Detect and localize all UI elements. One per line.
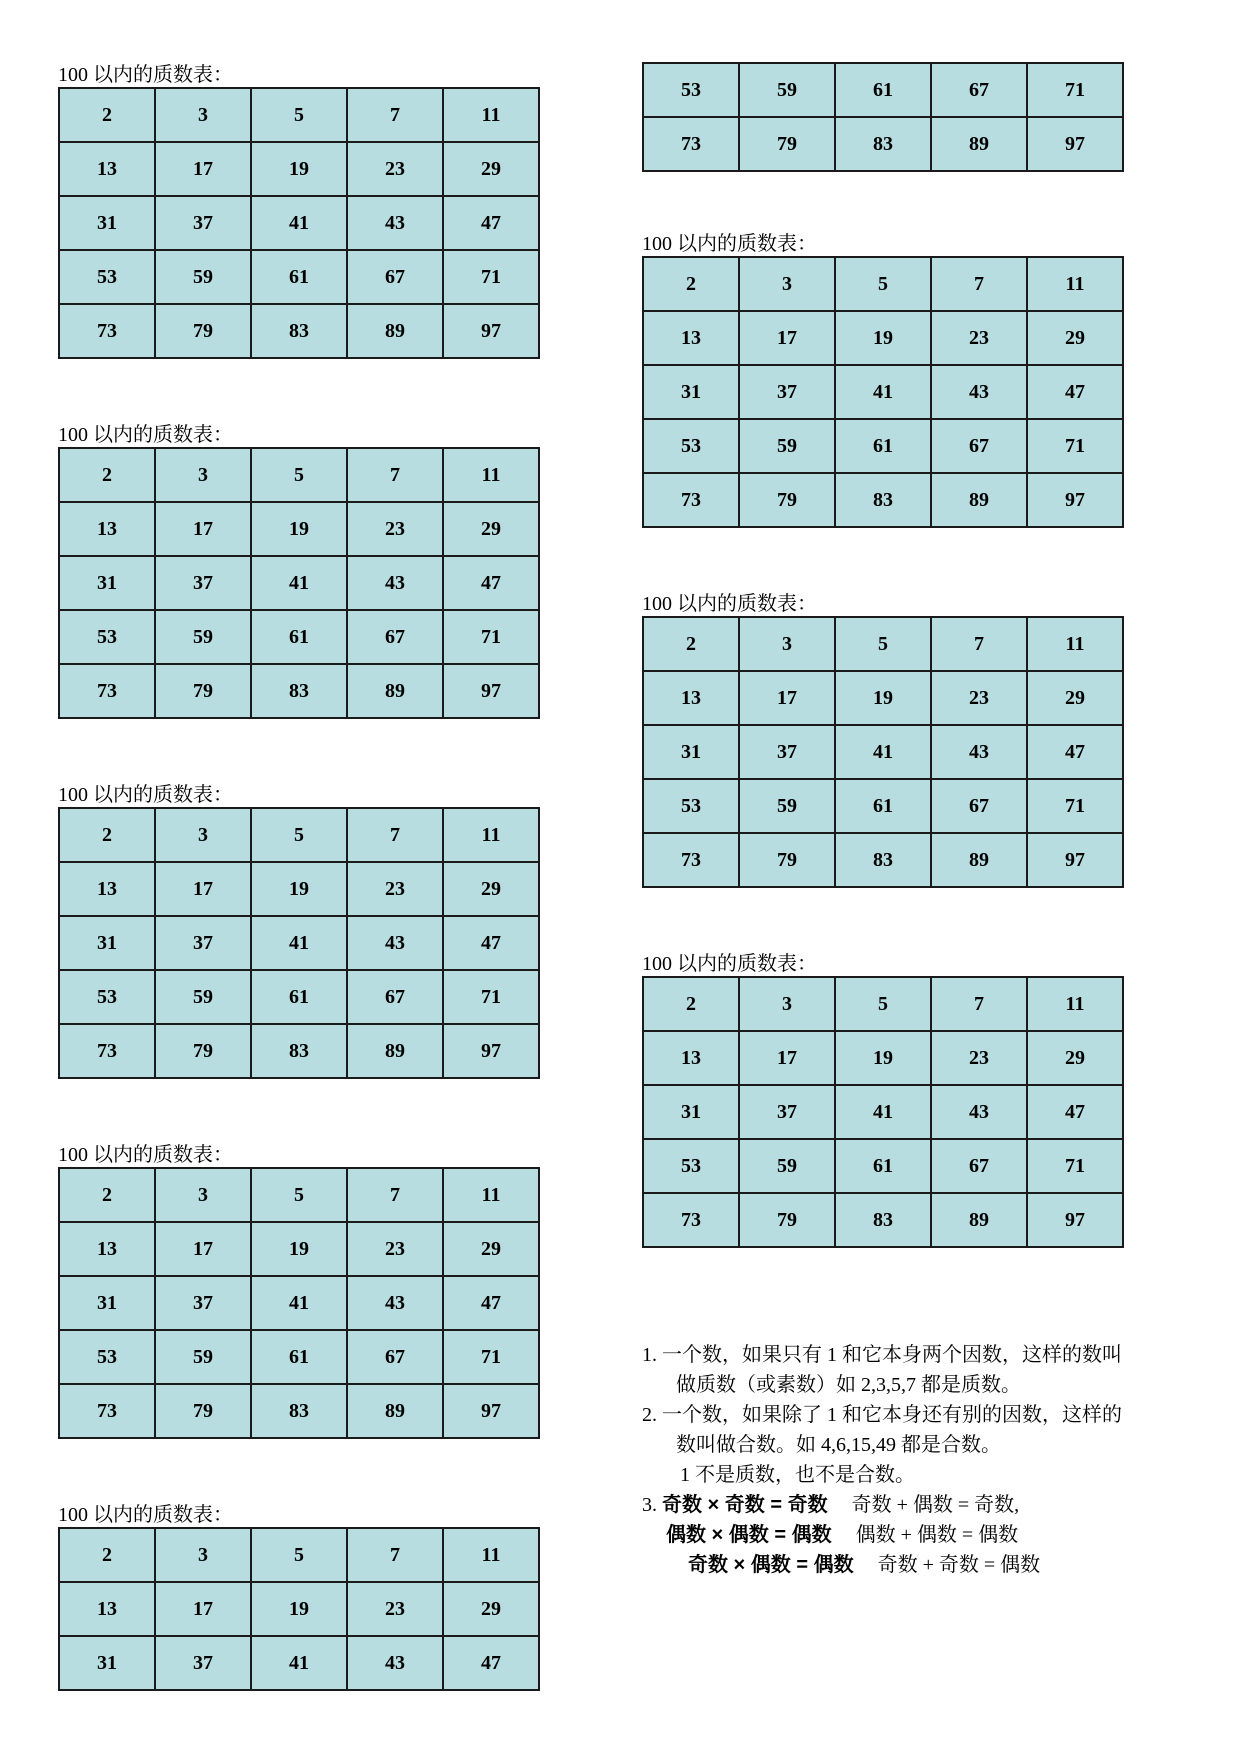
- prime-cell: 41: [251, 556, 347, 610]
- prime-cell: 29: [443, 502, 539, 556]
- prime-cell: 19: [835, 671, 931, 725]
- table-row: [643, 1031, 1123, 1085]
- prime-cell: 13: [643, 311, 739, 365]
- prime-cell: 79: [155, 304, 251, 358]
- prime-cell: 97: [443, 1024, 539, 1078]
- note-2-line-3: 1 不是质数，也不是合数。: [680, 1464, 915, 1486]
- table-row: [59, 502, 539, 556]
- prime-cell: 29: [443, 1582, 539, 1636]
- prime-cell: 89: [931, 117, 1027, 171]
- prime-cell: 29: [443, 1222, 539, 1276]
- table-row: [643, 1193, 1123, 1247]
- prime-cell: 53: [643, 779, 739, 833]
- prime-cell: 79: [739, 1193, 835, 1247]
- prime-cell: 23: [931, 671, 1027, 725]
- prime-cell: 83: [251, 664, 347, 718]
- prime-cell: 17: [155, 502, 251, 556]
- prime-cell: 19: [251, 1222, 347, 1276]
- table-row: [643, 419, 1123, 473]
- prime-cell: 71: [443, 250, 539, 304]
- prime-cell: 73: [643, 833, 739, 887]
- table-row: [59, 610, 539, 664]
- prime-cell: 23: [347, 502, 443, 556]
- prime-cell: 83: [835, 473, 931, 527]
- prime-cell: 97: [1027, 117, 1123, 171]
- table-caption: 100 以内的质数表：: [58, 1144, 233, 1166]
- prime-cell: 29: [1027, 1031, 1123, 1085]
- prime-cell: 89: [347, 664, 443, 718]
- table-row: [59, 1276, 539, 1330]
- table-row: [643, 311, 1123, 365]
- prime-cell: 19: [835, 311, 931, 365]
- table-row: [59, 304, 539, 358]
- prime-cell: 2: [643, 257, 739, 311]
- table-row: [643, 1085, 1123, 1139]
- table-caption: 100 以内的质数表：: [58, 424, 233, 446]
- prime-cell: 23: [347, 1222, 443, 1276]
- prime-cell: 17: [155, 142, 251, 196]
- prime-cell: 7: [347, 1528, 443, 1582]
- prime-cell: 67: [347, 610, 443, 664]
- prime-cell: 47: [1027, 725, 1123, 779]
- notes-section: [642, 1340, 1202, 1580]
- prime-cell: 23: [931, 1031, 1027, 1085]
- prime-cell: 89: [347, 1384, 443, 1438]
- prime-cell: 19: [251, 1582, 347, 1636]
- prime-cell: 11: [443, 88, 539, 142]
- prime-table: [58, 1527, 540, 1691]
- note-2-line-2: 数叫做合数。如 4,6,15,49 都是合数。: [676, 1434, 1001, 1456]
- prime-cell: 83: [835, 1193, 931, 1247]
- prime-table: [642, 62, 1124, 172]
- prime-cell: 97: [443, 664, 539, 718]
- rule-2-bold: 偶数 × 偶数 = 偶数: [666, 1524, 832, 1546]
- prime-cell: 43: [931, 1085, 1027, 1139]
- prime-cell: 97: [443, 304, 539, 358]
- prime-cell: 59: [155, 250, 251, 304]
- prime-cell: 37: [155, 556, 251, 610]
- prime-cell: 3: [739, 257, 835, 311]
- prime-cell: 11: [443, 1168, 539, 1222]
- prime-cell: 31: [59, 196, 155, 250]
- prime-cell: 97: [1027, 833, 1123, 887]
- prime-cell: 61: [251, 1330, 347, 1384]
- prime-cell: 2: [643, 617, 739, 671]
- prime-cell: 53: [643, 419, 739, 473]
- prime-cell: 83: [251, 1024, 347, 1078]
- prime-cell: 17: [739, 671, 835, 725]
- prime-cell: 73: [59, 304, 155, 358]
- prime-cell: 17: [739, 1031, 835, 1085]
- table-row: [643, 257, 1123, 311]
- prime-cell: 23: [347, 862, 443, 916]
- prime-cell: 89: [347, 1024, 443, 1078]
- prime-table: [58, 447, 540, 719]
- table-row: [59, 1582, 539, 1636]
- prime-cell: 79: [155, 1384, 251, 1438]
- prime-cell: 31: [59, 916, 155, 970]
- prime-cell: 43: [347, 556, 443, 610]
- prime-cell: 41: [251, 196, 347, 250]
- prime-cell: 3: [739, 977, 835, 1031]
- rule-line-3: [642, 1550, 1202, 1580]
- prime-cell: 2: [59, 88, 155, 142]
- prime-cell: 61: [251, 250, 347, 304]
- prime-cell: 17: [155, 862, 251, 916]
- prime-cell: 41: [835, 725, 931, 779]
- prime-cell: 71: [443, 970, 539, 1024]
- prime-cell: 73: [643, 1193, 739, 1247]
- prime-cell: 53: [643, 63, 739, 117]
- prime-cell: 89: [931, 1193, 1027, 1247]
- prime-cell: 73: [59, 664, 155, 718]
- prime-cell: 61: [835, 779, 931, 833]
- table-row: [59, 808, 539, 862]
- prime-cell: 11: [1027, 617, 1123, 671]
- prime-cell: 89: [931, 473, 1027, 527]
- prime-cell: 83: [835, 833, 931, 887]
- prime-cell: 67: [347, 1330, 443, 1384]
- prime-cell: 43: [347, 1636, 443, 1690]
- prime-cell: 43: [347, 1276, 443, 1330]
- prime-cell: 43: [931, 365, 1027, 419]
- prime-cell: 71: [443, 610, 539, 664]
- prime-cell: 61: [835, 1139, 931, 1193]
- prime-cell: 2: [643, 977, 739, 1031]
- prime-cell: 41: [251, 1636, 347, 1690]
- prime-cell: 7: [347, 448, 443, 502]
- rule-1-normal: 奇数 + 偶数 = 奇数,: [851, 1494, 1020, 1516]
- prime-cell: 71: [1027, 1139, 1123, 1193]
- prime-cell: 5: [251, 1168, 347, 1222]
- prime-cell: 13: [59, 502, 155, 556]
- prime-cell: 13: [59, 862, 155, 916]
- prime-cell: 67: [931, 1139, 1027, 1193]
- rule-line-2: [642, 1520, 1202, 1550]
- prime-cell: 11: [1027, 257, 1123, 311]
- prime-table-block-3: [58, 783, 540, 1079]
- table-row: [59, 664, 539, 718]
- prime-cell: 13: [59, 1222, 155, 1276]
- prime-cell: 61: [835, 63, 931, 117]
- prime-cell: 73: [643, 473, 739, 527]
- table-row: [643, 833, 1123, 887]
- rule-1-bold: 奇数 × 奇数 = 奇数: [662, 1494, 828, 1516]
- prime-cell: 59: [155, 610, 251, 664]
- prime-table: [642, 616, 1124, 888]
- prime-cell: 59: [155, 1330, 251, 1384]
- table-row: [643, 63, 1123, 117]
- prime-cell: 71: [1027, 63, 1123, 117]
- table-caption: 100 以内的质数表：: [642, 953, 817, 975]
- prime-cell: 97: [443, 1384, 539, 1438]
- prime-cell: 97: [1027, 1193, 1123, 1247]
- prime-cell: 11: [443, 808, 539, 862]
- prime-cell: 23: [347, 142, 443, 196]
- prime-cell: 59: [739, 779, 835, 833]
- table-caption: 100 以内的质数表：: [58, 784, 233, 806]
- table-row: [59, 448, 539, 502]
- rule-line-1: [642, 1490, 1202, 1520]
- prime-cell: 59: [155, 970, 251, 1024]
- table-row: [643, 779, 1123, 833]
- prime-table: [58, 87, 540, 359]
- prime-cell: 73: [59, 1384, 155, 1438]
- prime-cell: 7: [347, 88, 443, 142]
- table-row: [59, 1222, 539, 1276]
- prime-cell: 61: [251, 970, 347, 1024]
- prime-cell: 5: [835, 977, 931, 1031]
- prime-cell: 79: [739, 117, 835, 171]
- prime-cell: 71: [443, 1330, 539, 1384]
- prime-cell: 13: [643, 671, 739, 725]
- prime-cell: 71: [1027, 419, 1123, 473]
- prime-table: [642, 256, 1124, 528]
- table-row: [643, 977, 1123, 1031]
- prime-cell: 53: [59, 1330, 155, 1384]
- prime-table-continuation: [642, 62, 1124, 172]
- table-row: [59, 1024, 539, 1078]
- prime-cell: 3: [155, 448, 251, 502]
- prime-cell: 5: [251, 1528, 347, 1582]
- prime-cell: 11: [443, 448, 539, 502]
- prime-table: [642, 976, 1124, 1248]
- prime-cell: 11: [443, 1528, 539, 1582]
- table-row: [59, 88, 539, 142]
- table-row: [59, 1636, 539, 1690]
- rule-3-bold: 奇数 × 偶数 = 偶数: [688, 1554, 854, 1576]
- prime-cell: 11: [1027, 977, 1123, 1031]
- prime-cell: 31: [59, 1276, 155, 1330]
- prime-cell: 7: [931, 617, 1027, 671]
- table-row: [643, 671, 1123, 725]
- prime-cell: 59: [739, 419, 835, 473]
- prime-cell: 67: [347, 250, 443, 304]
- prime-cell: 59: [739, 63, 835, 117]
- prime-cell: 83: [835, 117, 931, 171]
- prime-cell: 37: [739, 725, 835, 779]
- prime-cell: 53: [59, 250, 155, 304]
- note-1-line-1: 1. 一个数，如果只有 1 和它本身两个因数，这样的数叫: [642, 1344, 1122, 1366]
- prime-cell: 29: [1027, 311, 1123, 365]
- prime-cell: 2: [59, 1168, 155, 1222]
- prime-cell: 43: [347, 196, 443, 250]
- table-row: [59, 250, 539, 304]
- prime-cell: 37: [155, 196, 251, 250]
- prime-cell: 19: [835, 1031, 931, 1085]
- prime-cell: 29: [1027, 671, 1123, 725]
- prime-cell: 13: [643, 1031, 739, 1085]
- prime-cell: 79: [155, 664, 251, 718]
- prime-cell: 97: [1027, 473, 1123, 527]
- table-row: [59, 142, 539, 196]
- prime-table: [58, 807, 540, 1079]
- prime-cell: 53: [643, 1139, 739, 1193]
- prime-cell: 73: [643, 117, 739, 171]
- prime-cell: 3: [155, 808, 251, 862]
- prime-cell: 83: [251, 304, 347, 358]
- prime-cell: 29: [443, 862, 539, 916]
- table-row: [643, 473, 1123, 527]
- prime-cell: 79: [739, 833, 835, 887]
- prime-cell: 53: [59, 610, 155, 664]
- prime-cell: 89: [931, 833, 1027, 887]
- prime-cell: 83: [251, 1384, 347, 1438]
- prime-cell: 17: [155, 1582, 251, 1636]
- table-row: [59, 1384, 539, 1438]
- prime-cell: 29: [443, 142, 539, 196]
- prime-cell: 5: [835, 617, 931, 671]
- prime-cell: 19: [251, 142, 347, 196]
- table-row: [59, 1330, 539, 1384]
- rule-2-normal: 偶数 + 偶数 = 偶数: [855, 1524, 1019, 1546]
- prime-cell: 37: [739, 1085, 835, 1139]
- prime-cell: 23: [931, 311, 1027, 365]
- table-row: [643, 725, 1123, 779]
- prime-cell: 3: [155, 1528, 251, 1582]
- prime-cell: 47: [443, 196, 539, 250]
- table-caption: 100 以内的质数表：: [642, 233, 817, 255]
- prime-cell: 5: [251, 808, 347, 862]
- prime-cell: 47: [443, 1276, 539, 1330]
- prime-cell: 43: [931, 725, 1027, 779]
- prime-cell: 31: [643, 725, 739, 779]
- prime-table-block-4: [58, 1143, 540, 1439]
- prime-cell: 71: [1027, 779, 1123, 833]
- prime-cell: 3: [155, 1168, 251, 1222]
- prime-cell: 67: [931, 419, 1027, 473]
- prime-cell: 7: [931, 977, 1027, 1031]
- prime-cell: 7: [347, 1168, 443, 1222]
- prime-cell: 47: [1027, 365, 1123, 419]
- prime-cell: 13: [59, 142, 155, 196]
- table-row: [59, 556, 539, 610]
- prime-cell: 37: [739, 365, 835, 419]
- prime-cell: 3: [739, 617, 835, 671]
- table-row: [643, 365, 1123, 419]
- table-row: [643, 617, 1123, 671]
- prime-cell: 19: [251, 502, 347, 556]
- prime-cell: 47: [1027, 1085, 1123, 1139]
- prime-cell: 2: [59, 808, 155, 862]
- prime-cell: 31: [643, 1085, 739, 1139]
- prime-cell: 31: [643, 365, 739, 419]
- prime-cell: 73: [59, 1024, 155, 1078]
- prime-table: [58, 1167, 540, 1439]
- prime-cell: 31: [59, 556, 155, 610]
- prime-cell: 5: [251, 88, 347, 142]
- prime-cell: 23: [347, 1582, 443, 1636]
- prime-cell: 2: [59, 448, 155, 502]
- prime-table-block-8: [642, 952, 1124, 1248]
- table-row: [643, 117, 1123, 171]
- prime-cell: 53: [59, 970, 155, 1024]
- prime-cell: 43: [347, 916, 443, 970]
- prime-cell: 17: [155, 1222, 251, 1276]
- prime-table-block-5: [58, 1503, 540, 1691]
- prime-cell: 47: [443, 1636, 539, 1690]
- note-2-line-1: 2. 一个数，如果除了 1 和它本身还有别的因数，这样的: [642, 1404, 1122, 1426]
- prime-cell: 19: [251, 862, 347, 916]
- prime-cell: 61: [251, 610, 347, 664]
- prime-cell: 79: [739, 473, 835, 527]
- prime-cell: 37: [155, 916, 251, 970]
- prime-cell: 67: [931, 63, 1027, 117]
- prime-table-block-2: [58, 423, 540, 719]
- table-row: [59, 1528, 539, 1582]
- prime-cell: 17: [739, 311, 835, 365]
- prime-cell: 79: [155, 1024, 251, 1078]
- prime-table-block-1: [58, 63, 540, 359]
- prime-cell: 5: [835, 257, 931, 311]
- prime-cell: 67: [931, 779, 1027, 833]
- prime-cell: 3: [155, 88, 251, 142]
- table-caption: 100 以内的质数表：: [58, 1504, 233, 1526]
- prime-cell: 37: [155, 1276, 251, 1330]
- prime-cell: 37: [155, 1636, 251, 1690]
- table-caption: 100 以内的质数表：: [58, 64, 233, 86]
- table-row: [643, 1139, 1123, 1193]
- prime-cell: 7: [347, 808, 443, 862]
- table-row: [59, 862, 539, 916]
- prime-cell: 67: [347, 970, 443, 1024]
- table-row: [59, 916, 539, 970]
- prime-cell: 31: [59, 1636, 155, 1690]
- prime-cell: 41: [251, 1276, 347, 1330]
- prime-table-block-6: [642, 232, 1124, 528]
- prime-table-block-7: [642, 592, 1124, 888]
- prime-cell: 47: [443, 916, 539, 970]
- prime-cell: 41: [251, 916, 347, 970]
- prime-cell: 89: [347, 304, 443, 358]
- table-row: [59, 970, 539, 1024]
- prime-cell: 41: [835, 1085, 931, 1139]
- table-caption: 100 以内的质数表：: [642, 593, 817, 615]
- table-row: [59, 1168, 539, 1222]
- prime-cell: 47: [443, 556, 539, 610]
- prime-cell: 59: [739, 1139, 835, 1193]
- prime-cell: 13: [59, 1582, 155, 1636]
- note-3-prefix: 3.: [642, 1494, 657, 1516]
- prime-cell: 61: [835, 419, 931, 473]
- table-row: [59, 196, 539, 250]
- rule-3-normal: 奇数 + 奇数 = 偶数: [877, 1554, 1041, 1576]
- prime-cell: 2: [59, 1528, 155, 1582]
- prime-cell: 41: [835, 365, 931, 419]
- prime-cell: 7: [931, 257, 1027, 311]
- note-1-line-2: 做质数（或素数）如 2,3,5,7 都是质数。: [676, 1374, 1021, 1396]
- prime-cell: 5: [251, 448, 347, 502]
